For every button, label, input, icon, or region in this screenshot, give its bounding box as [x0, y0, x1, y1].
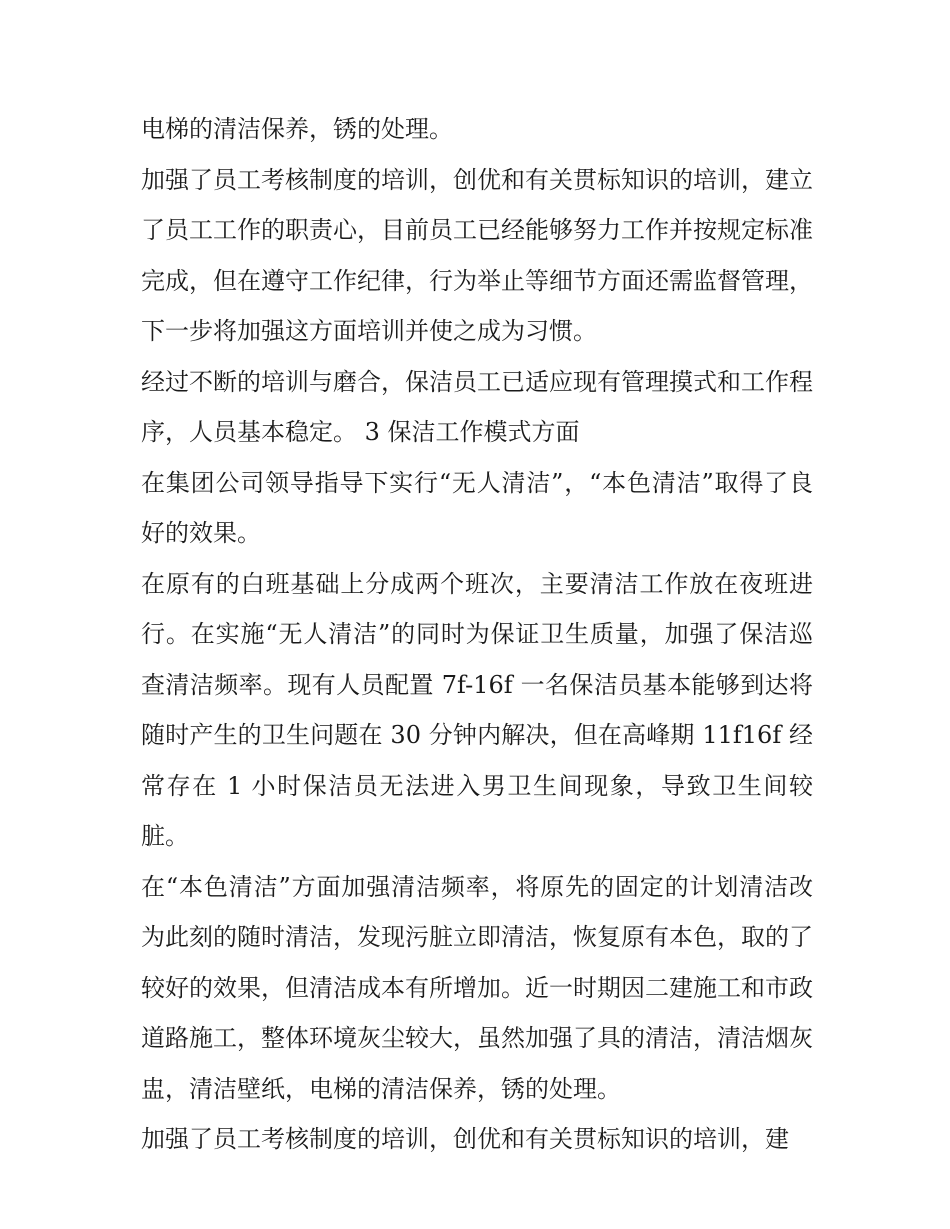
paragraph-1: 电梯的清洁保养，锈的处理。 [141, 115, 453, 143]
document-body [141, 104, 813, 1165]
paragraph-7: 加强了员工考核制度的培训，创优和有关贯标知识的培训，建 [141, 1125, 789, 1153]
paragraph-2: 加强了员工考核制度的培训，创优和有关贯标知识的培训，建立了员工工作的职责心，目前员工已经能够努力工作并按规定标准完成，但在遵守工作纪律，行为举止等细节方面还需监督管理，下一步将加强这方面培训并使之成为习惯。 [141, 165, 813, 345]
paragraph-6: 在“本色清洁”方面加强清洁频率，将原先的固定的计划清洁改为此刻的随时清洁，发现污脏立即清洁，恢复原有本色，取的了较好的效果，但清洁成本有所增加。近一时期因二建施工和市政道路施工，整体环境灰尘较大，虽然加强了具的清洁，清洁烟灰盅，清洁壁纸，电梯的清洁保养，锈的处理。 [141, 872, 813, 1103]
paragraph-3: 经过不断的培训与磨合，保洁员工已适应现有管理摸式和工作程序，人员基本稳定。 3 保洁工作模式方面 [141, 367, 813, 446]
paragraph-5: 在原有的白班基础上分成两个班次，主要清洁工作放在夜班进行。在实施“无人清洁”的同时为保证卫生质量，加强了保洁巡查清洁频率。现有人员配置 7f-16f 一名保洁员基本能够到达将随时产生的卫生问题在 30 分钟内解决，但在高峰期 11f16f 经常存在 1 小时保洁员无法进入男卫生间现象，导致卫生间较脏。 [141, 569, 813, 850]
paragraph-4: 在集团公司领导指导下实行“无人清洁”，“本色清洁”取得了良好的效果。 [141, 468, 813, 547]
